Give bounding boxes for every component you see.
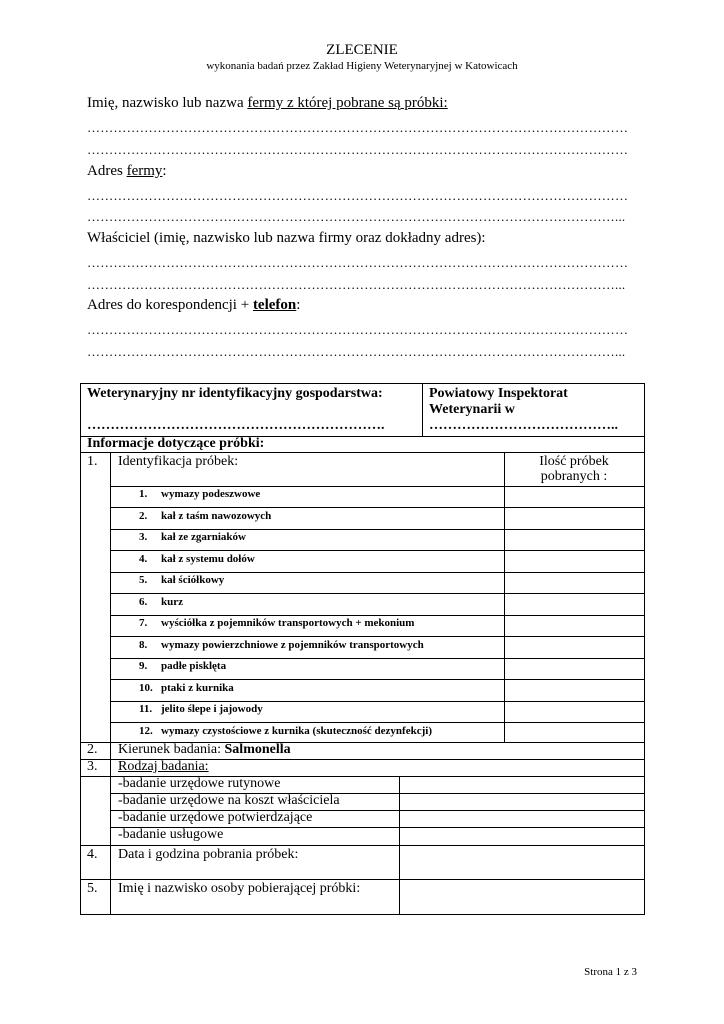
sample-item-4-number: 4. bbox=[139, 553, 148, 565]
sample-count-cell-10[interactable] bbox=[505, 680, 644, 701]
sample-item-11-number: 11. bbox=[139, 703, 153, 715]
sample-item-6-number: 6. bbox=[139, 596, 148, 608]
test-type-routine-mark[interactable] bbox=[400, 777, 644, 793]
table-border-left bbox=[80, 383, 81, 914]
farm-address-label-text: Adres bbox=[87, 163, 127, 179]
sample-item-9-label: padłe pisklęta bbox=[161, 660, 227, 672]
sample-item-4-label: kał z systemu dołów bbox=[161, 553, 255, 565]
sample-item-5-number: 5. bbox=[139, 574, 148, 586]
test-type-service: -badanie usługowe bbox=[118, 827, 224, 842]
row-2-label bbox=[118, 742, 291, 758]
sample-item-9-number: 9. bbox=[139, 660, 148, 672]
test-direction-value: Salmonella bbox=[224, 742, 291, 757]
sample-item-8-label: wymazy powierzchniowe z pojemników transportowych bbox=[161, 639, 424, 651]
table-vline bbox=[110, 452, 111, 742]
sampling-datetime-field[interactable] bbox=[400, 846, 644, 879]
sample-count-cell-4[interactable] bbox=[505, 551, 644, 572]
table-vline bbox=[422, 383, 423, 436]
farm-name-line-2[interactable]: …………………………………………………………………………………………………………… bbox=[87, 142, 629, 157]
sample-item-12-number: 12. bbox=[139, 725, 153, 737]
table-vline bbox=[110, 742, 111, 914]
document-subtitle: wykonania badań przez Zakład Higieny Weterynaryjnej w Katowicach bbox=[206, 60, 518, 72]
sample-item-7-number: 7. bbox=[139, 617, 148, 629]
table-line bbox=[80, 452, 645, 453]
farm-name-line-1[interactable]: …………………………………………………………………………………………………………… bbox=[87, 120, 629, 135]
sample-item-10-number: 10. bbox=[139, 682, 153, 694]
sample-item-12-label: wymazy czystościowe z kurnika (skuteczność dezynfekcji) bbox=[161, 725, 432, 737]
farm-name-label bbox=[87, 95, 448, 112]
inspectorate-field[interactable]: ………………………………….. bbox=[429, 418, 618, 433]
row-1-number: 1. bbox=[87, 454, 98, 469]
correspondence-line-2[interactable]: …………………………………………………………………………………………………………... bbox=[87, 344, 626, 359]
farm-address-line-1[interactable]: …………………………………………………………………………………………………………… bbox=[87, 188, 629, 203]
sample-item-6-label: kurz bbox=[161, 596, 183, 608]
farm-address-label bbox=[87, 163, 167, 180]
sample-item-1-label: wymazy podeszwowe bbox=[161, 488, 261, 500]
correspondence-label-phone: telefon bbox=[252, 297, 297, 313]
row-3-label: Rodzaj badania: bbox=[118, 759, 209, 774]
owner-line-2[interactable]: …………………………………………………………………………………………………………... bbox=[87, 277, 626, 292]
count-label-line1: Ilość próbek bbox=[539, 454, 609, 469]
sample-item-3-label: kał ze zgarniaków bbox=[161, 531, 246, 543]
owner-line-1[interactable]: …………………………………………………………………………………………………………… bbox=[87, 255, 629, 270]
sample-item-3-number: 3. bbox=[139, 531, 148, 543]
test-direction-label: Kierunek badania: bbox=[118, 742, 225, 757]
row-5-label: Imię i nazwisko osoby pobierającej próbki: bbox=[118, 881, 361, 896]
correspondence-line-1[interactable]: …………………………………………………………………………………………………………… bbox=[87, 322, 629, 337]
sample-count-cell-11[interactable] bbox=[505, 702, 644, 722]
sample-count-cell-7[interactable] bbox=[505, 616, 644, 636]
farm-address-label-colon: : bbox=[162, 163, 167, 179]
test-type-owner-cost-mark[interactable] bbox=[400, 794, 644, 810]
sample-count-cell-9[interactable] bbox=[505, 659, 644, 679]
correspondence-label bbox=[87, 297, 300, 314]
farm-name-label-text: Imię, nazwisko lub nazwa bbox=[87, 95, 248, 111]
vet-id-label: Weterynaryjny nr identyfikacyjny gospodarstwa: bbox=[87, 386, 383, 401]
sample-item-5-label: kał ściółkowy bbox=[161, 574, 225, 586]
sample-item-2-number: 2. bbox=[139, 510, 148, 522]
table-line-bottom bbox=[80, 914, 645, 915]
correspondence-label-colon: : bbox=[296, 297, 301, 313]
sample-item-8-number: 8. bbox=[139, 639, 148, 651]
sampler-name-field[interactable] bbox=[400, 880, 644, 914]
row-4-label: Data i godzina pobrania próbek: bbox=[118, 847, 299, 862]
table-line-top bbox=[80, 383, 645, 384]
sample-count-cell-1[interactable] bbox=[505, 487, 644, 507]
sample-item-11-label: jelito ślepe i jajowody bbox=[161, 703, 263, 715]
sample-count-cell-6[interactable] bbox=[505, 594, 644, 615]
sample-item-7-label: wyściółka z pojemników transportowych + mekonium bbox=[161, 617, 415, 629]
correspondence-label-text: Adres do korespondencji + bbox=[87, 297, 253, 313]
sample-count-cell-2[interactable] bbox=[505, 508, 644, 529]
row-4-number: 4. bbox=[87, 847, 98, 862]
document-title: ZLECENIE bbox=[326, 42, 398, 58]
test-type-routine: -badanie urzędowe rutynowe bbox=[118, 776, 281, 791]
sample-item-10-label: ptaki z kurnika bbox=[161, 682, 234, 694]
row-3-number: 3. bbox=[87, 759, 98, 774]
sample-item-2-label: kał z taśm nawozowych bbox=[161, 510, 272, 522]
row-1-label: Identyfikacja próbek: bbox=[118, 454, 239, 469]
sample-info-label: Informacje dotyczące próbki: bbox=[87, 436, 265, 451]
page-number: Strona 1 z 3 bbox=[584, 966, 637, 978]
owner-label: Właściciel (imię, nazwisko lub nazwa firmy oraz dokładny adres): bbox=[87, 230, 486, 246]
row-5-number: 5. bbox=[87, 881, 98, 896]
sample-count-cell-3[interactable] bbox=[505, 530, 644, 550]
vet-id-field[interactable]: ………………………………………………………. bbox=[87, 418, 385, 433]
test-type-confirmatory-mark[interactable] bbox=[400, 811, 644, 827]
test-type-service-mark[interactable] bbox=[400, 828, 644, 845]
count-label-line2: pobranych : bbox=[540, 469, 608, 484]
sample-item-1-number: 1. bbox=[139, 488, 148, 500]
inspectorate-label-line1: Powiatowy Inspektorat bbox=[429, 386, 568, 401]
test-type-confirmatory: -badanie urzędowe potwierdzające bbox=[118, 810, 313, 825]
farm-address-line-2[interactable]: …………………………………………………………………………………………………………... bbox=[87, 209, 626, 224]
farm-address-label-underlined: fermy bbox=[126, 163, 163, 179]
sample-count-cell-8[interactable] bbox=[505, 637, 644, 658]
table-border-right bbox=[644, 383, 645, 914]
row-2-number: 2. bbox=[87, 742, 98, 757]
inspectorate-label-line2: Weterynarii w bbox=[429, 402, 515, 417]
sample-count-cell-5[interactable] bbox=[505, 573, 644, 593]
test-type-owner-cost: -badanie urzędowe na koszt właściciela bbox=[118, 793, 340, 808]
farm-name-label-underlined: fermy z której pobrane są próbki: bbox=[247, 95, 448, 111]
sample-count-cell-12[interactable] bbox=[505, 723, 644, 742]
